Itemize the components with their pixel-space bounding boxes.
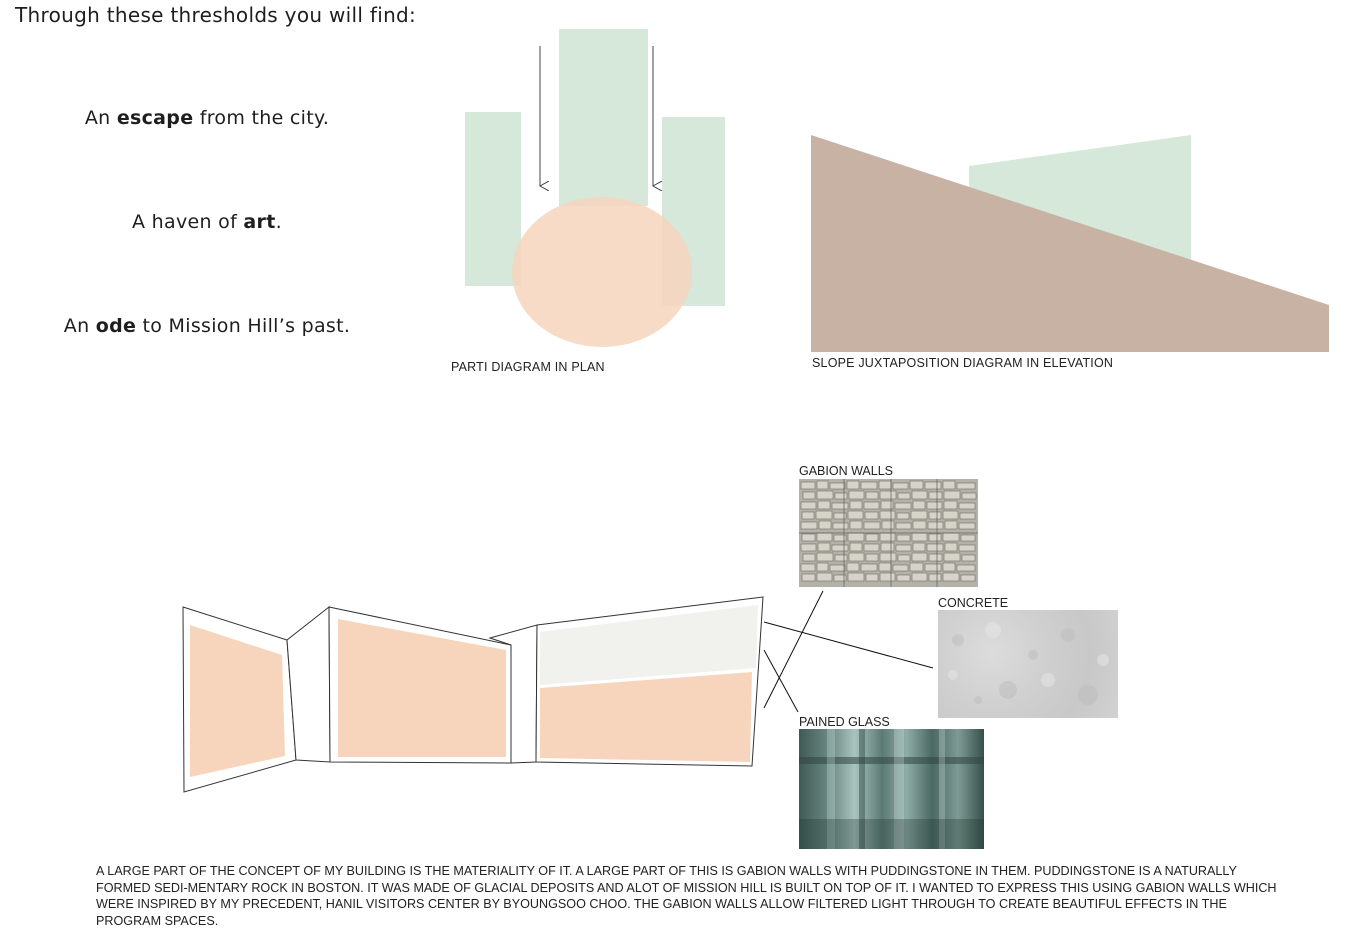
parti-plan-diagram bbox=[465, 29, 725, 347]
concrete-texture bbox=[938, 610, 1118, 718]
plan-left-volume bbox=[465, 112, 521, 286]
concept-paragraph: A LARGE PART OF THE CONCEPT OF MY BUILDING IS THE MATERIALITY OF IT. A LARGE PART OF THIS IS GABION WALLS WITH PUDDINGSTONE IN THEM. PUDDINGSTONE IS A NATURALLY FORMED SEDI-MENTARY ROCK IN BOSTON. IT WAS MADE OF GLACIAL DEPOSITS AND ALOT OF MISSION HILL IS BUILT ON TOP OF IT. I WANTED TO EXPRESS THIS USING GABION WALLS WHICH WERE INSPIRED BY MY PRECEDENT, HANIL VISITORS CENTER BY BYOUNGSOO CHOO. THE GABION WALLS ALLOW FILTERED LIGHT THROUGH TO CREATE BEAUTIFUL EFFECTS IN THE PROGRAM SPACES. bbox=[96, 864, 1277, 928]
concrete-swatch bbox=[938, 610, 1118, 718]
leader-concrete bbox=[764, 622, 933, 668]
statement-text: to Mission Hill’s past. bbox=[136, 315, 351, 337]
gabion-wall-swatch bbox=[799, 479, 978, 587]
statement-text: An bbox=[63, 315, 96, 337]
statement-bold-word: ode bbox=[95, 315, 137, 337]
plan-oval-courtyard bbox=[512, 197, 692, 347]
gabion-texture bbox=[799, 479, 978, 587]
caption-plan: PARTI DIAGRAM IN PLAN bbox=[451, 360, 605, 374]
statement-text: . bbox=[275, 211, 282, 233]
statement-text: from the city. bbox=[193, 107, 330, 129]
leader-gabion bbox=[764, 591, 823, 708]
statement-bold-word: escape bbox=[116, 107, 194, 129]
label-gabion-walls: GABION WALLS bbox=[799, 464, 894, 478]
leader-glass bbox=[764, 650, 798, 712]
intro-heading: Through these thresholds you will find: bbox=[15, 3, 417, 27]
statement-text: A haven of bbox=[132, 211, 244, 233]
label-concrete: CONCRETE bbox=[938, 596, 1009, 610]
statement-text: An bbox=[84, 107, 117, 129]
statement-bold-word: art bbox=[243, 211, 276, 233]
pained-glass-swatch bbox=[799, 729, 984, 849]
caption-elevation: SLOPE JUXTAPOSITION DIAGRAM IN ELEVATION bbox=[812, 356, 1114, 370]
slope-elevation-diagram bbox=[811, 135, 1329, 352]
label-pained-glass: PAINED GLASS bbox=[799, 715, 890, 729]
plan-center-volume bbox=[559, 29, 648, 206]
glass-texture bbox=[799, 729, 984, 849]
